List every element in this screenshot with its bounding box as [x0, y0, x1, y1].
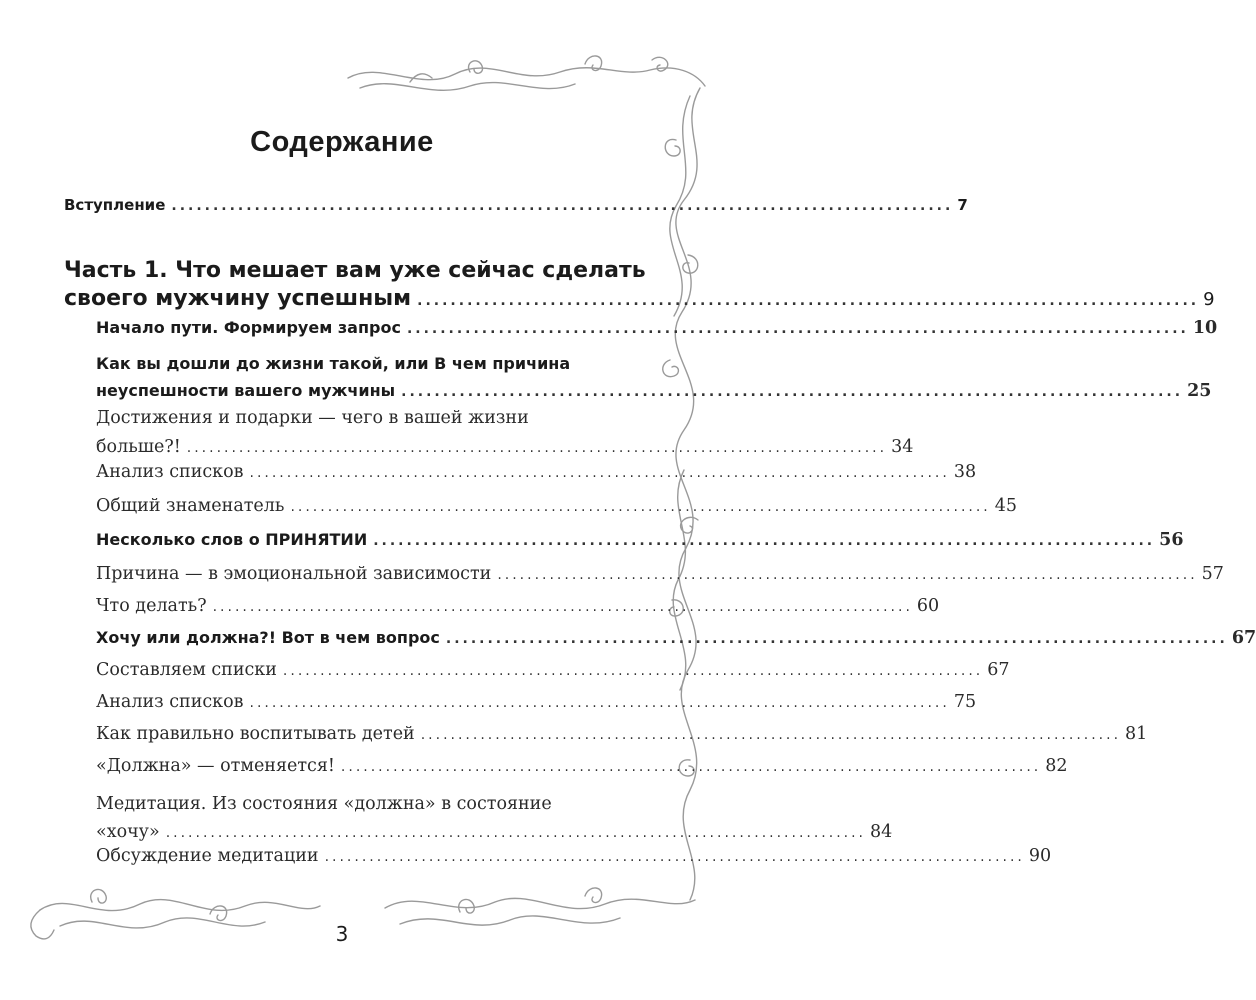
toc-page-number: 25 [1187, 381, 1212, 401]
toc-entry-subsection [96, 790, 893, 847]
toc-page-number: 67 [1231, 628, 1256, 648]
toc-entry-title: Вступление [64, 196, 166, 214]
toc-page-number: 75 [953, 692, 977, 712]
toc-entry-title: «Должна» — отменяется! [96, 756, 335, 776]
leader-dots: .............................................................................................. [340, 759, 1042, 775]
toc-entry-section [96, 350, 1212, 406]
page-number: 3 [335, 922, 349, 946]
toc-entry-section [96, 530, 1184, 550]
toc-entry-subsection [96, 846, 1052, 866]
toc-entry-title: Обсуждение медитации [96, 846, 319, 866]
toc-page-number: 60 [916, 596, 940, 616]
toc-page-number: 45 [994, 496, 1018, 516]
toc-page-number: 84 [870, 822, 893, 842]
toc-entry-subsection [96, 756, 1068, 776]
toc-entry-subsection [96, 496, 1018, 516]
toc-entry-title-line-1: Достижения и подарки — чего в вашей жизни [96, 408, 529, 428]
leader-dots: .............................................................................................. [282, 663, 984, 679]
toc-page-number: 67 [987, 660, 1010, 680]
toc-entry-title: Как правильно воспитывать детей [96, 724, 415, 744]
toc-entry-title-line-1: Медитация. Из состояния «должна» в состояние [96, 794, 552, 814]
toc-entry-title-line-2: «хочу» [96, 822, 160, 842]
toc-page-number: 82 [1045, 756, 1068, 776]
toc-entry-subsection [96, 596, 940, 616]
leader-dots: .............................................................................................. [249, 465, 950, 481]
leader-dots: .............................................................................................. [497, 567, 1198, 583]
toc-page-number: 34 [891, 437, 914, 457]
toc-page-number: 7 [957, 196, 968, 214]
toc-entry-title: Начало пути. Формируем запрос [96, 318, 401, 337]
toc-entry-subsection [96, 724, 1148, 744]
leader-dots: .............................................................................................. [401, 384, 1184, 400]
toc-page-number: 10 [1192, 318, 1218, 338]
toc-page-number: 90 [1028, 846, 1052, 866]
toc-entry-title-line-2: своего мужчину успешным [64, 286, 412, 311]
toc-entry-title: Несколько слов о ПРИНЯТИИ [96, 530, 368, 549]
leader-dots: .............................................................................................. [171, 198, 954, 214]
leader-dots: .............................................................................................. [373, 533, 1156, 549]
leader-dots: .............................................................................................. [406, 321, 1189, 337]
toc-page-number: 81 [1125, 724, 1148, 744]
toc-entry-title-line-1: Часть 1. Что мешает вам уже сейчас сделать [64, 258, 646, 283]
leader-dots: .............................................................................................. [165, 825, 867, 841]
toc-entry-subsection [96, 462, 977, 482]
toc-entry-title: Общий знаменатель [96, 496, 285, 516]
page-title: Содержание [250, 126, 434, 158]
toc-entry-title: Хочу или должна?! Вот в чем вопрос [96, 628, 440, 647]
leader-dots: .............................................................................................. [445, 631, 1228, 647]
toc-entry-title-line-2: больше?! [96, 437, 181, 457]
toc-entry-title: Составляем списки [96, 660, 277, 680]
leader-dots: .............................................................................................. [186, 440, 888, 456]
leader-dots: .............................................................................................. [212, 599, 913, 615]
toc-entry-title: Анализ списков [96, 692, 244, 712]
toc-entry-title: Что делать? [96, 596, 207, 616]
toc-entry-introduction [64, 196, 968, 214]
leader-dots: .............................................................................................. [249, 695, 950, 711]
leader-dots: .............................................................................................. [324, 849, 1025, 865]
toc-page-number: 56 [1159, 530, 1184, 550]
toc-entry-title-line-2: неуспешности вашего мужчины [96, 381, 396, 400]
leader-dots: .............................................................................................. [417, 293, 1200, 309]
toc-entry-subsection [96, 660, 1010, 680]
toc-entry-section [96, 628, 1256, 648]
toc-entry-subsection [96, 404, 914, 463]
toc-page-number: 57 [1201, 564, 1224, 584]
toc-entry-section [96, 318, 1218, 338]
toc-entry-subsection [96, 564, 1224, 584]
toc-entry-subsection [96, 692, 977, 712]
toc-entry-title: Анализ списков [96, 462, 244, 482]
leader-dots: .............................................................................................. [290, 499, 991, 515]
leader-dots: .............................................................................................. [420, 727, 1122, 743]
toc-page-number: 38 [953, 462, 977, 482]
toc-page-number: 9 [1203, 289, 1215, 310]
toc-entry-part-1 [64, 257, 1215, 315]
toc-entry-title-line-1: Как вы дошли до жизни такой, или В чем причина [96, 354, 571, 373]
toc-entry-title: Причина — в эмоциональной зависимости [96, 564, 492, 584]
